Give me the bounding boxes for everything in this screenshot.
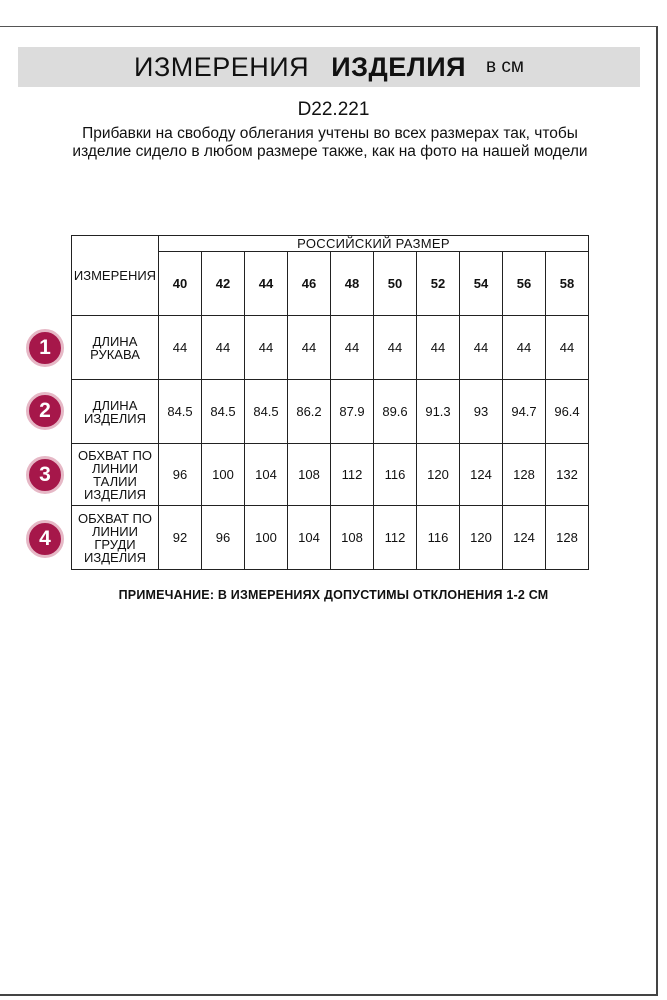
table-row	[72, 316, 589, 380]
size-header-cell: 54	[460, 252, 503, 316]
measurement-label-line: ЛИНИИ	[92, 460, 138, 476]
measurement-value: 84.5	[245, 380, 288, 444]
measurement-value: 44	[202, 316, 245, 380]
size-header-cell: 56	[503, 252, 546, 316]
row-number-badge: 3	[26, 456, 64, 494]
measurement-value: 120	[460, 506, 503, 570]
measurement-value: 116	[417, 506, 460, 570]
measurement-label-line: ИЗДЕЛИЯ	[84, 410, 146, 426]
fit-description: Прибавки на свободу облегания учтены во всех размерах так, чтобы изделие сидело в любом размере также, как на фото на нашей модели	[72, 125, 588, 160]
table-row	[72, 506, 589, 570]
measurement-label-line: ДЛИНА	[92, 397, 138, 413]
measurement-value: 108	[331, 506, 374, 570]
row-number-badge: 4	[26, 520, 64, 558]
measurement-value: 44	[546, 316, 589, 380]
measurement-value: 84.5	[202, 380, 245, 444]
measurement-label-line: ОБХВАТ ПО	[78, 447, 152, 463]
measurement-value: 44	[503, 316, 546, 380]
measurement-value: 94.7	[503, 380, 546, 444]
measurement-value: 100	[202, 444, 245, 506]
measurement-value: 132	[546, 444, 589, 506]
measurement-label	[72, 316, 159, 380]
table-row	[72, 380, 589, 444]
size-header-cell: 52	[417, 252, 460, 316]
measurement-value: 100	[245, 506, 288, 570]
measurement-value: 120	[417, 444, 460, 506]
size-header-cell: 58	[546, 252, 589, 316]
measurement-value: 104	[245, 444, 288, 506]
footnote: ПРИМЕЧАНИЕ: В ИЗМЕРЕНИЯХ ДОПУСТИМЫ ОТКЛОНЕНИЯ 1-2 СМ	[118, 588, 549, 602]
title-product: ИЗДЕЛИЯ	[331, 51, 467, 82]
measurement-value: 104	[288, 506, 331, 570]
size-header-cell: 40	[159, 252, 202, 316]
measurement-label-line: ДЛИНА	[92, 333, 138, 349]
size-header-cell: 42	[202, 252, 245, 316]
measurement-label	[72, 380, 159, 444]
measurement-value: 92	[159, 506, 202, 570]
measurement-value: 124	[460, 444, 503, 506]
title-bar	[18, 47, 640, 87]
table-row	[72, 444, 589, 506]
model-code: D22.221	[297, 99, 370, 120]
size-header-cell: 50	[374, 252, 417, 316]
measurement-value: 93	[460, 380, 503, 444]
measurement-label-line: ЛИНИИ	[92, 523, 138, 539]
title-units: в см	[486, 56, 524, 77]
measurement-label	[72, 506, 159, 570]
measurement-label-line: ИЗДЕЛИЯ	[84, 549, 146, 565]
measurement-value: 124	[503, 506, 546, 570]
measurement-value: 96	[159, 444, 202, 506]
row-number-badge: 1	[26, 329, 64, 367]
measurement-label-line: ОБХВАТ ПО	[78, 510, 152, 526]
measurement-value: 116	[374, 444, 417, 506]
measurement-value: 128	[503, 444, 546, 506]
measurement-value: 89.6	[374, 380, 417, 444]
measurement-label-line: ТАЛИИ	[93, 473, 137, 489]
measurements-header: ИЗМЕРЕНИЯ	[72, 236, 159, 316]
russian-size-header: РОССИЙСКИЙ РАЗМЕР	[159, 236, 589, 252]
measurement-value: 91.3	[417, 380, 460, 444]
measurement-value: 44	[374, 316, 417, 380]
row-number-badge: 2	[26, 392, 64, 430]
measurement-value: 44	[288, 316, 331, 380]
measurement-value: 86.2	[288, 380, 331, 444]
measurement-label-line: ИЗДЕЛИЯ	[84, 486, 146, 502]
measurement-label-line: РУКАВА	[90, 346, 140, 362]
size-header-cell: 44	[245, 252, 288, 316]
measurement-value: 87.9	[331, 380, 374, 444]
size-table	[71, 235, 589, 570]
measurement-value: 96	[202, 506, 245, 570]
size-header-cell: 46	[288, 252, 331, 316]
measurement-value: 44	[245, 316, 288, 380]
measurement-value: 44	[417, 316, 460, 380]
measurement-value: 108	[288, 444, 331, 506]
measurement-label-line: ГРУДИ	[94, 536, 136, 552]
measurement-value: 128	[546, 506, 589, 570]
title-measurements: ИЗМЕРЕНИЯ	[134, 51, 310, 82]
measurement-value: 112	[331, 444, 374, 506]
measurement-value: 112	[374, 506, 417, 570]
measurement-value: 84.5	[159, 380, 202, 444]
measurement-label	[72, 444, 159, 506]
size-header-cell: 48	[331, 252, 374, 316]
measurement-value: 96.4	[546, 380, 589, 444]
measurement-value: 44	[460, 316, 503, 380]
measurement-value: 44	[331, 316, 374, 380]
measurement-value: 44	[159, 316, 202, 380]
